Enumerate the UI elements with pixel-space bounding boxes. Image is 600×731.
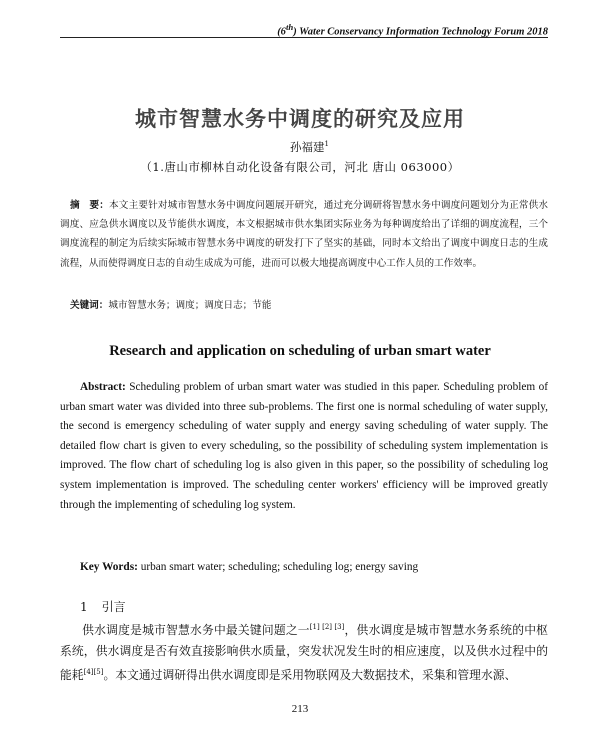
header-rule: [60, 37, 548, 38]
keywords-cn-label: 关键词：: [70, 300, 109, 311]
keywords-cn-text: 城市智慧水务；调度；调度日志；节能: [108, 300, 272, 311]
keywords-en: [80, 558, 418, 576]
citation-refs1: [1] [2] [3]: [309, 623, 345, 631]
english-title: Research and application on scheduling of urban smart water: [109, 343, 491, 359]
header-prefix: (6: [277, 26, 286, 38]
author: [290, 139, 329, 155]
author-name: 孙福建: [290, 140, 325, 154]
abstract-en: [60, 378, 548, 515]
abstract-en-label: Abstract:: [80, 381, 126, 393]
citation-refs2: [4][5]: [83, 667, 104, 676]
section-title: 引言: [101, 600, 126, 614]
paper-title: 城市智慧水务中调度的研究及应用: [135, 106, 465, 131]
abstract-en-text: Scheduling problem of urban smart water was studied in this paper. Scheduling problem of urban smart water was divided into three sub-problems. The first one is normal scheduling of water supply, the second is emergency scheduling of water supply and energy saving scheduling of water supply. The detailed flow chart is given to every scheduling, so the possibility of scheduling system implementation is improved. The flow chart of scheduling log is also given in this paper, so the possibility of scheduling log system implementation is improved. The scheduling center workers' efficiency will be improved greatly through the implementing of scheduling log system.: [60, 381, 548, 511]
body-part2: ，供水调度是城市智慧水务系统的中枢系统，供水调度是否有效直接影响供水质量，突发状况发生时的相应速度，以及供水过程中的能耗: [60, 622, 548, 682]
keywords-cn: [70, 296, 271, 315]
affiliation: （1.唐山市柳林自动化设备有限公司，河北 唐山 063000）: [140, 160, 460, 174]
page-number: 213: [291, 703, 309, 715]
author-mark: 1: [324, 140, 329, 149]
section-number: 1: [80, 600, 88, 614]
abstract-cn-text: 本文主要针对城市智慧水务中调度问题展开研究，通过充分调研将智慧水务中调度问题划分为正常供水调度、应急供水调度以及节能供水调度，本文根据城市供水集团实际业务为每种调度给出了详细的调度流程，三个调度流程的制定为后续实际城市智慧水务中调度的研发打下了坚实的基础，同时本文给出了调度中调度日志的生成流程，从而使得调度日志的自动生成成为可能，进而可以极大地提高调度中心工作人员的工作效率。: [60, 200, 549, 269]
abstract-cn: [60, 196, 548, 273]
section-heading: [80, 598, 126, 615]
keywords-en-label: Key Words:: [80, 561, 138, 573]
body-part3: 。本文通过调研得出供水调度即是采用物联网及大数据技术，采集和管理水源、: [103, 667, 517, 682]
header-superscript: th: [285, 22, 294, 32]
body-part1: 供水调度是城市智慧水务中最关键问题之一: [82, 622, 310, 637]
body-paragraph: [60, 617, 548, 686]
abstract-cn-label: 摘 要：: [70, 200, 110, 211]
keywords-en-text: urban smart water; scheduling; scheduling log; energy saving: [140, 561, 419, 573]
running-header: [200, 22, 548, 38]
header-suffix: ) Water Conservancy Information Technology Forum 2018: [293, 26, 548, 38]
